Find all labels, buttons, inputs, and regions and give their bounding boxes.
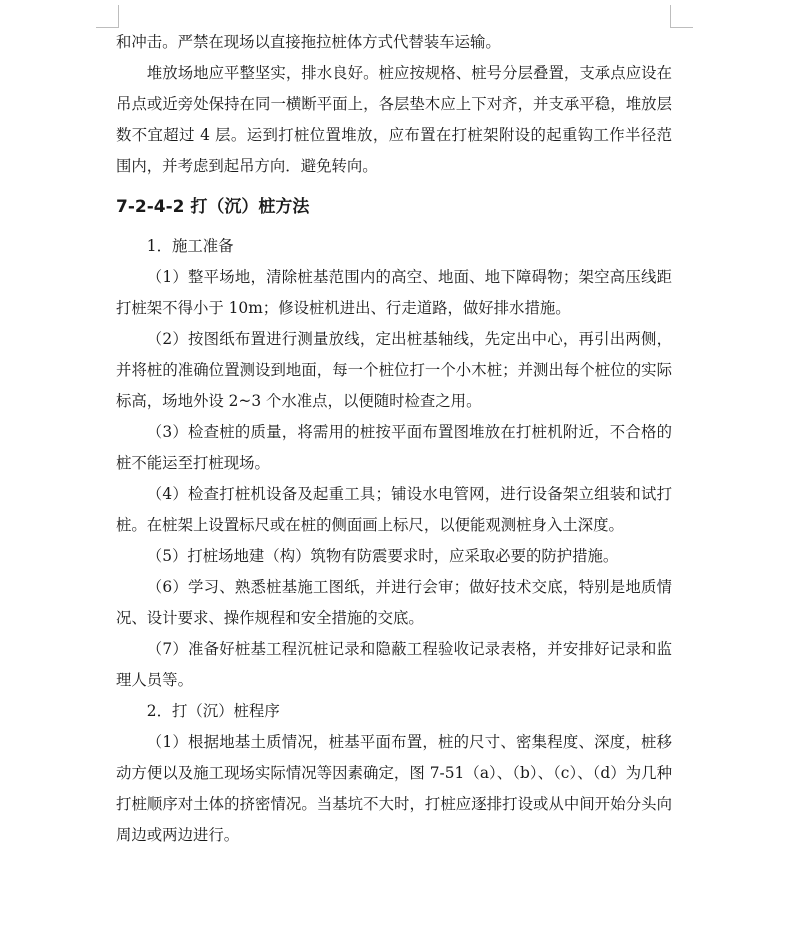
paragraph-continuation: 和冲击。严禁在现场以直接拖拉桩体方式代替装车运输。 bbox=[116, 33, 501, 51]
sequence-item-1: （1）根据地基土质情况，桩基平面布置，桩的尺寸、密集程度、深度，桩移动方便以及施工现场实际情况等因素确定，图 7-51（a）、（b）、（c）、（d）为几种打桩顺序对土体的挤密情况。当基坑不大时，打桩应逐排打设或从中间开始分头向周边或两边进行。 bbox=[116, 733, 672, 844]
document-body bbox=[116, 27, 672, 851]
crop-mark-top-left bbox=[96, 5, 119, 28]
prep-item-1: （1）整平场地，清除桩基范围内的高空、地面、地下障碍物；架空高压线距打桩架不得小于 10m；修设桩机进出、行走道路，做好排水措施。 bbox=[116, 268, 672, 317]
subheading-piling-sequence: 2．打（沉）桩程序 bbox=[146, 702, 280, 720]
prep-item-4: （4）检查打桩机设备及起重工具；铺设水电管网，进行设备架立组装和试打桩。在桩架上设置标尺或在桩的侧面画上标尺，以便能观测桩身入土深度。 bbox=[116, 485, 672, 534]
prep-item-6: （6）学习、熟悉桩基施工图纸，并进行会审；做好技术交底，特别是地质情况、设计要求、操作规程和安全措施的交底。 bbox=[116, 578, 672, 627]
subheading-construction-prep: 1．施工准备 bbox=[146, 237, 234, 255]
prep-item-2: （2）按图纸布置进行测量放线，定出桩基轴线，先定出中心，再引出两侧，并将桩的准确位置测设到地面，每一个桩位打一个小木桩；并测出每个桩位的实际标高，场地外设 2~3 个水准点，以便随时检查之用。 bbox=[116, 330, 672, 410]
section-heading: 7-2-4-2 打（沉）桩方法 bbox=[116, 197, 310, 217]
crop-mark-top-right bbox=[670, 5, 693, 28]
prep-item-3: （3）检查桩的质量，将需用的桩按平面布置图堆放在打桩机附近，不合格的桩不能运至打桩现场。 bbox=[116, 423, 672, 472]
prep-item-7: （7）准备好桩基工程沉桩记录和隐蔽工程验收记录表格，并安排好记录和监理人员等。 bbox=[116, 640, 672, 689]
prep-item-5: （5）打桩场地建（构）筑物有防震要求时，应采取必要的防护措施。 bbox=[146, 547, 619, 565]
paragraph-stacking: 堆放场地应平整坚实，排水良好。桩应按规格、桩号分层叠置，支承点应设在吊点或近旁处保持在同一横断平面上，各层垫木应上下对齐，并支承平稳，堆放层数不宜超过 4 层。运到打桩位置堆放，应布置在打桩架附设的起重钩工作半径范围内，并考虑到起吊方向．避免转向。 bbox=[116, 64, 672, 175]
